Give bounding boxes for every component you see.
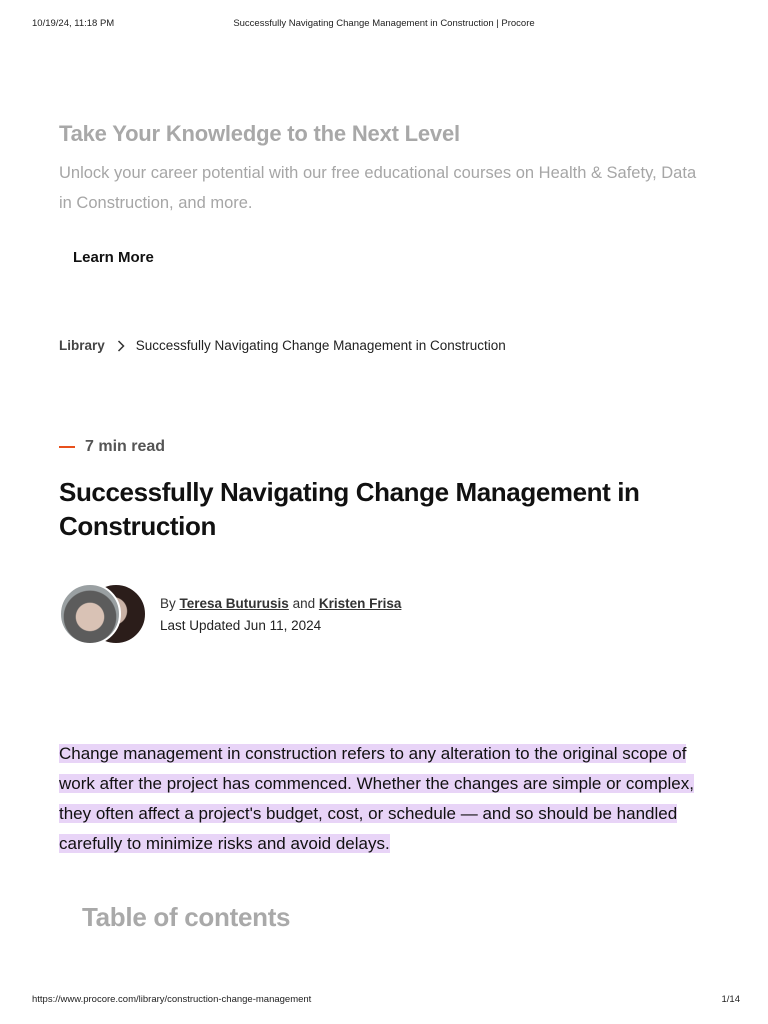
byline-prefix: By <box>160 596 176 611</box>
author-avatars <box>59 583 149 645</box>
print-page-title: Successfully Navigating Change Management in Construction | Procore <box>233 18 535 29</box>
breadcrumb <box>59 338 506 353</box>
author-link-teresa[interactable]: Teresa Buturusis <box>179 596 289 611</box>
last-updated: Last Updated Jun 11, 2024 <box>160 618 322 633</box>
article-title: Successfully Navigating Change Management in Construction <box>59 477 640 541</box>
promo-description: Unlock your career potential with our free educational courses on Health & Safety, Data in Construction, and more. <box>59 164 697 212</box>
print-footer <box>0 994 768 1008</box>
byline-and: and <box>292 596 316 611</box>
breadcrumb-library-link[interactable]: Library <box>59 338 105 353</box>
author-link-kristen[interactable]: Kristen Frisa <box>318 596 402 611</box>
table-of-contents-title: Table of contents <box>82 902 291 932</box>
print-header <box>0 18 768 32</box>
print-datetime: 10/19/24, 11:18 PM <box>32 18 115 29</box>
article-intro <box>59 739 719 859</box>
highlighted-intro-text: Change management in construction refers to any alteration to the original scope of work after the project has commenced. Whether the changes are simple or complex, they often affect a project's budget, cost, or schedule — and so should be handled carefully to minimize risks and avoid delays. <box>59 744 694 853</box>
chevron-right-icon <box>117 340 125 352</box>
print-page-number: 1/14 <box>721 994 740 1005</box>
read-time-label: 7 min read <box>85 438 166 455</box>
byline <box>160 596 401 611</box>
breadcrumb-current: Successfully Navigating Change Management in Construction <box>135 338 506 353</box>
learn-more-button[interactable]: Learn More <box>73 249 154 266</box>
read-time <box>59 438 165 456</box>
print-url: https://www.procore.com/library/construction-change-management <box>32 994 312 1005</box>
promo-title: Take Your Knowledge to the Next Level <box>59 121 460 146</box>
accent-dash-icon <box>59 446 75 448</box>
avatar-teresa-buturusis <box>59 583 121 645</box>
